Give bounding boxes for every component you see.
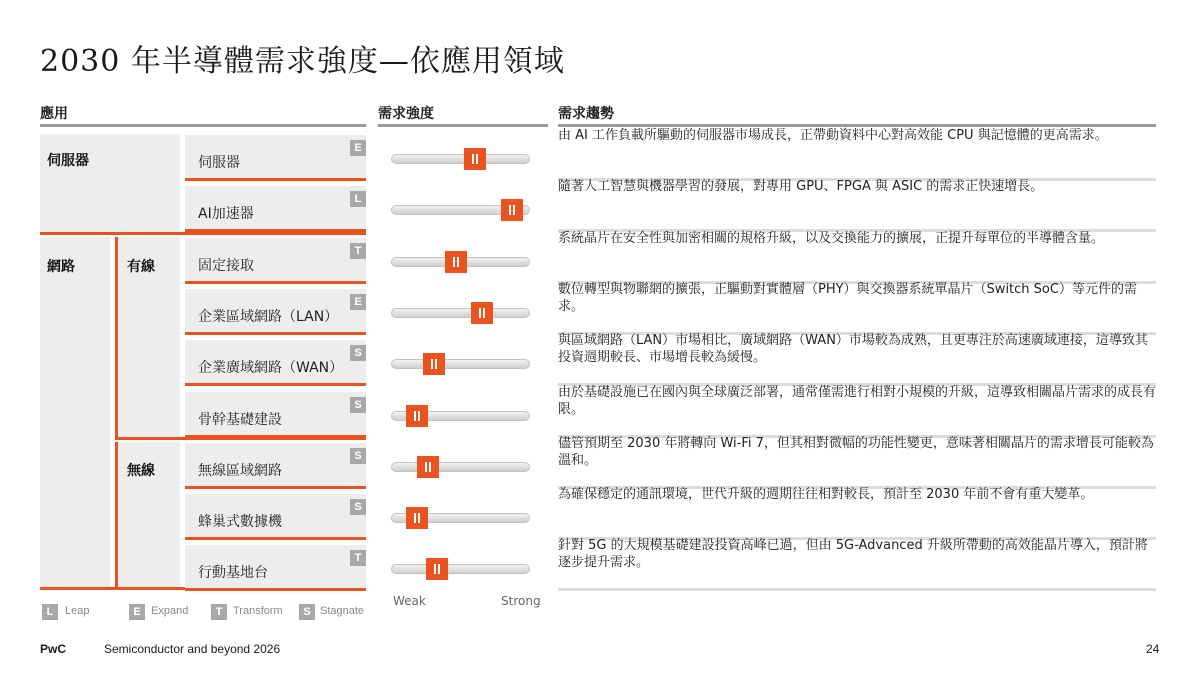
row-label: 無線區域網路 xyxy=(198,462,282,479)
intensity-thumb xyxy=(445,251,467,273)
header-intensity: 需求強度 xyxy=(378,106,434,122)
legend-label-stagnate: Stagnate xyxy=(320,605,365,617)
scale-strong-label: Strong xyxy=(501,594,541,608)
trend-rule xyxy=(558,588,1156,591)
header-rule-intensity xyxy=(378,124,548,127)
row-rule xyxy=(185,383,366,386)
legend-badge-stagnate: S xyxy=(299,604,315,620)
row-label: 企業區域網路（LAN） xyxy=(198,308,339,325)
header-trend: 需求趨勢 xyxy=(558,106,614,122)
intensity-track xyxy=(391,154,530,164)
row-badge: S xyxy=(350,448,366,464)
row-rule xyxy=(185,588,366,591)
legend-label-transform: Transform xyxy=(233,605,283,617)
legend-label-expand: Expand xyxy=(151,605,189,617)
header-application: 應用 xyxy=(40,106,68,122)
row-badge: S xyxy=(350,499,366,515)
row-label: 骨幹基礎建設 xyxy=(198,411,282,428)
row-badge: E xyxy=(350,294,366,310)
trend-text: 系統晶片在安全性與加密相關的規格升級，以及交換能力的擴展，正提升每單位的半導體含量。 xyxy=(558,230,1105,246)
row-badge: E xyxy=(350,140,366,156)
row-rule xyxy=(185,435,366,438)
row-rule xyxy=(185,281,366,284)
row-badge: S xyxy=(350,397,366,413)
intensity-track xyxy=(391,564,530,574)
row-label: 伺服器 xyxy=(198,155,240,171)
footer-brand: PwC xyxy=(40,642,67,656)
trend-text: 數位轉型與物聯網的擴張，正驅動對實體層（PHY）與交換器系統單晶片（Switch SoC）等元件的需求。 xyxy=(558,281,1137,314)
trend-text: 為確保穩定的通訊環境，世代升級的週期往往相對較長，預計至 2030 年前不會有重大變革。 xyxy=(558,487,1094,503)
trend-text: 與區域網路（LAN）市場相比，廣域網路（WAN）市場較為成熟，且更專注於高速廣域連接，這導致其投資週期較長、市場增長較為緩慢。 xyxy=(558,333,1148,366)
trend-text: 針對 5G 的大規模基礎建設投資高峰已過，但由 5G-Advanced 升級所帶動的高效能晶片導入，預計將逐步提升需求。 xyxy=(558,538,1148,571)
intensity-thumb xyxy=(417,456,439,478)
trend-text: 儘管預期至 2030 年將轉向 Wi-Fi 7，但其相對微幅的功能性變更，意味著相關晶片的需求增長可能較為溫和。 xyxy=(558,435,1154,468)
intensity-track xyxy=(391,462,530,472)
group-cell-network xyxy=(40,237,110,587)
row-label: 企業廣域網路（WAN） xyxy=(198,360,344,377)
intensity-thumb xyxy=(423,353,445,375)
row-rule xyxy=(185,537,366,540)
legend-label-leap: Leap xyxy=(65,605,90,617)
page-number: 24 xyxy=(1146,642,1160,656)
intensity-track xyxy=(391,308,530,318)
legend-badge-leap: L xyxy=(42,604,58,620)
header-rule-application xyxy=(40,124,366,127)
legend-badge-transform: T xyxy=(211,604,227,620)
group-label-server: 伺服器 xyxy=(47,153,89,169)
row-badge: T xyxy=(350,550,366,566)
row-label: AI加速器 xyxy=(198,206,254,223)
group-label-wireless: 無線 xyxy=(127,463,155,479)
intensity-thumb xyxy=(501,199,523,221)
group-rule-server xyxy=(40,232,366,235)
row-label: 蜂巢式數據機 xyxy=(198,514,282,531)
intensity-track xyxy=(391,359,530,369)
group-rule-wireless-vertical xyxy=(115,442,118,590)
legend-badge-expand: E xyxy=(129,604,145,620)
group-cell-server xyxy=(40,134,180,232)
row-rule xyxy=(185,332,366,335)
trend-text: 由於基礎設施已在國內與全球廣泛部署，通常僅需進行相對小規模的升級，這導致相關晶片需求的成長有限。 xyxy=(558,384,1157,417)
intensity-thumb xyxy=(406,507,428,529)
row-badge: L xyxy=(350,191,366,207)
trend-text: 隨著人工智慧與機器學習的發展，對專用 GPU、FPGA 與 ASIC 的需求正快速增長。 xyxy=(558,179,1044,195)
row-label: 行動基地台 xyxy=(198,565,268,582)
row-label: 固定接取 xyxy=(198,257,254,274)
scale-weak-label: Weak xyxy=(393,594,426,608)
intensity-thumb xyxy=(464,148,486,170)
trend-text: 由 AI 工作負載所驅動的伺服器市場成長，正帶動資料中心對高效能 CPU 與記憶體的更高需求。 xyxy=(558,128,1108,143)
page-title: 2030 年半導體需求強度—依應用領域 xyxy=(40,44,565,79)
footer-text: Semiconductor and beyond 2026 xyxy=(104,642,281,656)
row-rule xyxy=(185,486,366,489)
group-label-wired: 有線 xyxy=(127,259,155,275)
intensity-thumb xyxy=(406,405,428,427)
group-label-network: 網路 xyxy=(47,259,75,275)
row-rule xyxy=(185,229,366,232)
row-rule xyxy=(185,178,366,181)
intensity-thumb xyxy=(426,558,448,580)
row-badge: S xyxy=(350,345,366,361)
row-badge: T xyxy=(350,243,366,259)
group-rule-wired-vertical xyxy=(115,237,118,439)
intensity-thumb xyxy=(471,302,493,324)
